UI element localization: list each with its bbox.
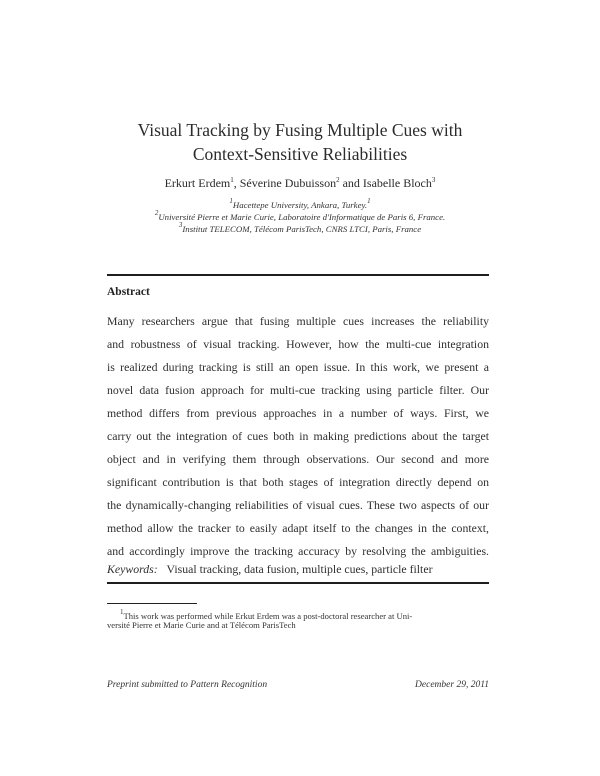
author-affiliation-mark: 2 [336,176,340,184]
footnote-mark: 1 [120,608,124,616]
abstract-line: significant contribution is that both stages of integration directly depend on [107,475,489,489]
affiliation: $^3$Institut TELECOM, Télécom ParisTech, CNRS LTCI, Paris, France [178,221,422,234]
footnote-continuation: versité Pierre et Marie Curie and at Télécom ParisTech [107,620,296,630]
footer-date: December 29, 2011 [415,680,489,690]
abstract-line: novel data fusion approach for multi-cue tracking using particle filter. Our [107,383,489,397]
author-list [0,176,600,191]
affiliation: $^2$Université Pierre et Marie Curie, Laboratoire d'Informatique de Paris 6, France. [154,209,446,222]
author-name: Erkurt Erdem [164,176,231,190]
author-affiliation-mark: 1 [230,176,234,184]
footnote-rule [107,603,197,604]
abstract-line: is realized during tracking is still an open issue. In this work, we present a [107,360,489,374]
keywords [107,561,489,577]
abstract-top-rule [107,274,489,276]
abstract-line: the dynamically-changing reliabilities of visual cues. These two aspects of our [107,498,489,512]
abstract-line: and robustness of visual tracking. However, how the multi-cue integration [107,337,489,351]
paper-title-line-2: Context-Sensitive Reliabilities [192,144,408,164]
abstract-line: method differs from previous approaches in a number of ways. First, we [107,406,489,420]
abstract-line: method allow the tracker to easily adapt itself to the changes in the context, [107,521,489,535]
author-affiliation-mark: 3 [431,176,436,184]
author-and: and [339,176,363,190]
abstract-line: and accordingly improve the tracking accuracy by resolving the ambiguities. [107,544,489,558]
author-separator: , [233,176,240,190]
footer-submission-note: Preprint submitted to Pattern Recognition [107,680,268,690]
abstract-line: Many researchers argue that fusing multiple cues increases the reliability [107,314,489,328]
abstract-line: carry out the integration of cues both in making predictions about the target [107,429,489,443]
keywords-text: Visual tracking, data fusion, multiple cues, particle filter [166,562,433,576]
author-name: Isabelle Bloch [362,176,432,190]
keywords-label: Keywords: [107,562,158,576]
affiliation: $^1$Hacettepe University, Ankara, Turkey.$^1$ [229,197,371,210]
paper-title-line-1: Visual Tracking by Fusing Multiple Cues with [137,120,463,140]
abstract-bottom-rule [107,582,489,584]
author-name: Séverine Dubuisson [239,176,337,190]
footnote-line-1: This work was performed while Erkut Erdem was a post-doctoral researcher at Uni- [123,611,413,621]
abstract-line: object and in verifying them through observations. Our second and more [107,452,489,466]
abstract-heading: Abstract [107,286,150,298]
